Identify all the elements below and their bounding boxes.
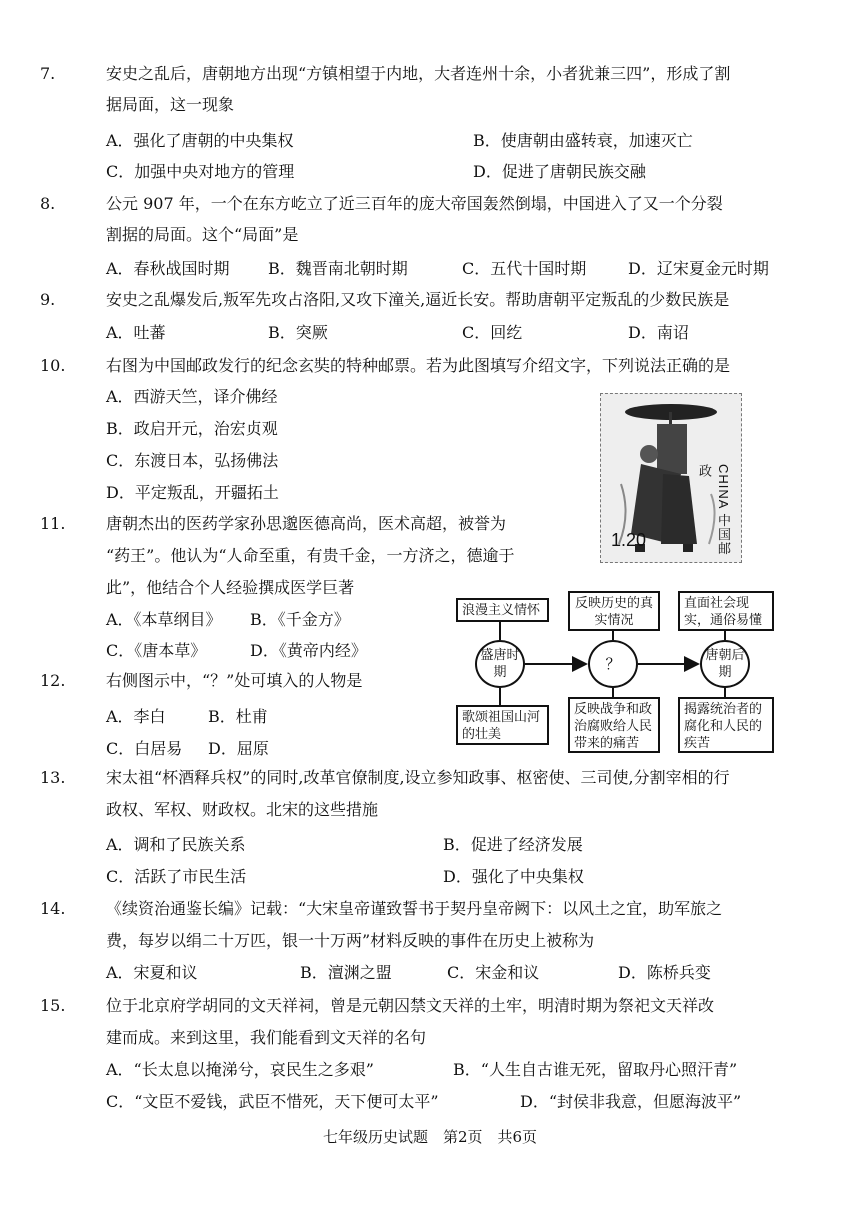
option-b: B．魏晋南北朝时期 [268, 259, 408, 278]
option-c: C．五代十国时期 [462, 259, 587, 278]
option-d: D．“封侯非我意，但愿海波平” [520, 1092, 742, 1111]
question-number: 13. [40, 768, 66, 787]
option-b: B．“人生自古谁无死，留取丹心照汗青” [453, 1060, 738, 1079]
question-text-line: 安史之乱后，唐朝地方出现“方镇相望于内地，大者连州十余，小者犹兼三四”，形成了割 [106, 64, 731, 83]
question-number: 12. [40, 671, 66, 690]
diagram-bottom-left-box: 歌颂祖国山河的壮美 [456, 705, 549, 745]
option-d: D．促进了唐朝民族交融 [473, 162, 646, 181]
stamp-country: CHINA 中国邮政 [697, 464, 731, 556]
option-c: C．“文臣不爱钱，武臣不惜死，天下便可太平” [106, 1092, 439, 1111]
option-a: A．春秋战国时期 [106, 259, 230, 278]
option-c: C．活跃了市民生活 [106, 867, 247, 886]
question-text-line: 《续资治通鉴长编》记载：“大宋皇帝谨致誓书于契丹皇帝阙下：以风土之宜，助军旅之 [106, 899, 723, 918]
option-a: A．强化了唐朝的中央集权 [106, 131, 294, 150]
option-a: A．宋夏和议 [106, 963, 198, 982]
question-number: 9. [40, 290, 56, 309]
option-b: B．突厥 [268, 323, 328, 342]
option-a: A．西游天竺，译介佛经 [106, 387, 278, 406]
diagram-circle-right: 唐朝后期 [700, 640, 750, 688]
stamp-price: 1.20 [611, 530, 647, 550]
option-c: C．加强中央对地方的管理 [106, 162, 295, 181]
question-number: 7. [40, 64, 56, 83]
option-a: A．《本草纲目》 [106, 610, 222, 629]
question-number: 10. [40, 356, 66, 375]
option-c: C．宋金和议 [447, 963, 540, 982]
diagram-circle-mid: ？ [588, 640, 638, 688]
diagram-bottom-mid-box: 反映战争和政治腐败给人民带来的痛苦 [568, 697, 660, 753]
question-text-line: 右图为中国邮政发行的纪念玄奘的特种邮票。若为此图填写介绍文字，下列说法正确的是 [106, 356, 731, 375]
option-c: C．白居易 [106, 739, 183, 758]
question-text-line: 费，每岁以绢二十万匹，银一十万两”材料反映的事件在历史上被称为 [106, 931, 595, 950]
diagram-top-mid-box: 反映历史的真实情况 [568, 591, 660, 631]
option-b: B．促进了经济发展 [443, 835, 583, 854]
option-c: C．《唐本草》 [106, 641, 207, 660]
question-text-line: 安史之乱爆发后,叛军先攻占洛阳,又攻下潼关,逼近长安。帮助唐朝平定叛乱的少数民族是 [106, 290, 730, 309]
option-b: B．《千金方》 [250, 610, 350, 629]
question-number: 15. [40, 996, 66, 1015]
option-d: D．平定叛乱，开疆拓土 [106, 483, 279, 502]
question-number: 14. [40, 899, 66, 918]
question-text-line: 据局面，这一现象 [106, 95, 235, 114]
option-b: B．政启开元，治宏贞观 [106, 419, 278, 438]
option-c: C．东渡日本，弘扬佛法 [106, 451, 279, 470]
question-text-line: 割据的局面。这个“局面”是 [106, 225, 299, 244]
option-a: A．李白 [106, 707, 166, 726]
option-b: B．使唐朝由盛转衰，加速灭亡 [473, 131, 693, 150]
question-text-line: 唐朝杰出的医药学家孙思邈医德高尚，医术高超，被誉为 [106, 514, 507, 533]
question-text-line: 政权、军权、财政权。北宋的这些措施 [106, 800, 379, 819]
option-d: D．强化了中央集权 [443, 867, 584, 886]
question-text-line: “药王”。他认为“人命至重，有贵千金，一方济之，德逾于 [106, 546, 515, 565]
option-c: C．回纥 [462, 323, 523, 342]
option-b: B．杜甫 [208, 707, 268, 726]
page-footer: 七年级历史试题 第2页 共6页 [322, 1128, 538, 1146]
option-b: B．澶渊之盟 [300, 963, 392, 982]
option-d: D．南诏 [628, 323, 689, 342]
question-text-line: 此”，他结合个人经验撰成医学巨著 [106, 578, 355, 597]
option-d: D．陈桥兵变 [618, 963, 711, 982]
option-a: A．“长太息以掩涕兮，哀民生之多艰” [106, 1060, 374, 1079]
question-text-line: 建而成。来到这里，我们能看到文天祥的名句 [106, 1028, 427, 1047]
option-a: A．吐蕃 [106, 323, 166, 342]
option-d: D．屈原 [208, 739, 269, 758]
diagram-circle-left: 盛唐时期 [475, 640, 525, 688]
diagram-top-left-box: 浪漫主义情怀 [456, 598, 549, 622]
diagram-bottom-right-box: 揭露统治者的腐化和人民的疾苦 [678, 697, 774, 753]
option-a: A．调和了民族关系 [106, 835, 246, 854]
question-text-line: 公元 907 年，一个在东方屹立了近三百年的庞大帝国轰然倒塌，中国进入了又一个分裂 [106, 194, 723, 213]
diagram-top-right-box: 直面社会现实，通俗易懂 [678, 591, 774, 631]
option-d: D．辽宋夏金元时期 [628, 259, 769, 278]
question-text-line: 右侧图示中，“？”处可填入的人物是 [106, 671, 363, 690]
question-text-line: 位于北京府学胡同的文天祥祠，曾是元朝囚禁文天祥的土牢，明清时期为祭祀文天祥改 [106, 996, 715, 1015]
question-number: 8. [40, 194, 56, 213]
option-d: D．《黄帝内经》 [250, 641, 367, 660]
question-text-line: 宋太祖“杯酒释兵权”的同时,改革官僚制度,设立参知政事、枢密使、三司使,分割宰相的行 [106, 768, 730, 787]
question-number: 11. [40, 514, 66, 533]
